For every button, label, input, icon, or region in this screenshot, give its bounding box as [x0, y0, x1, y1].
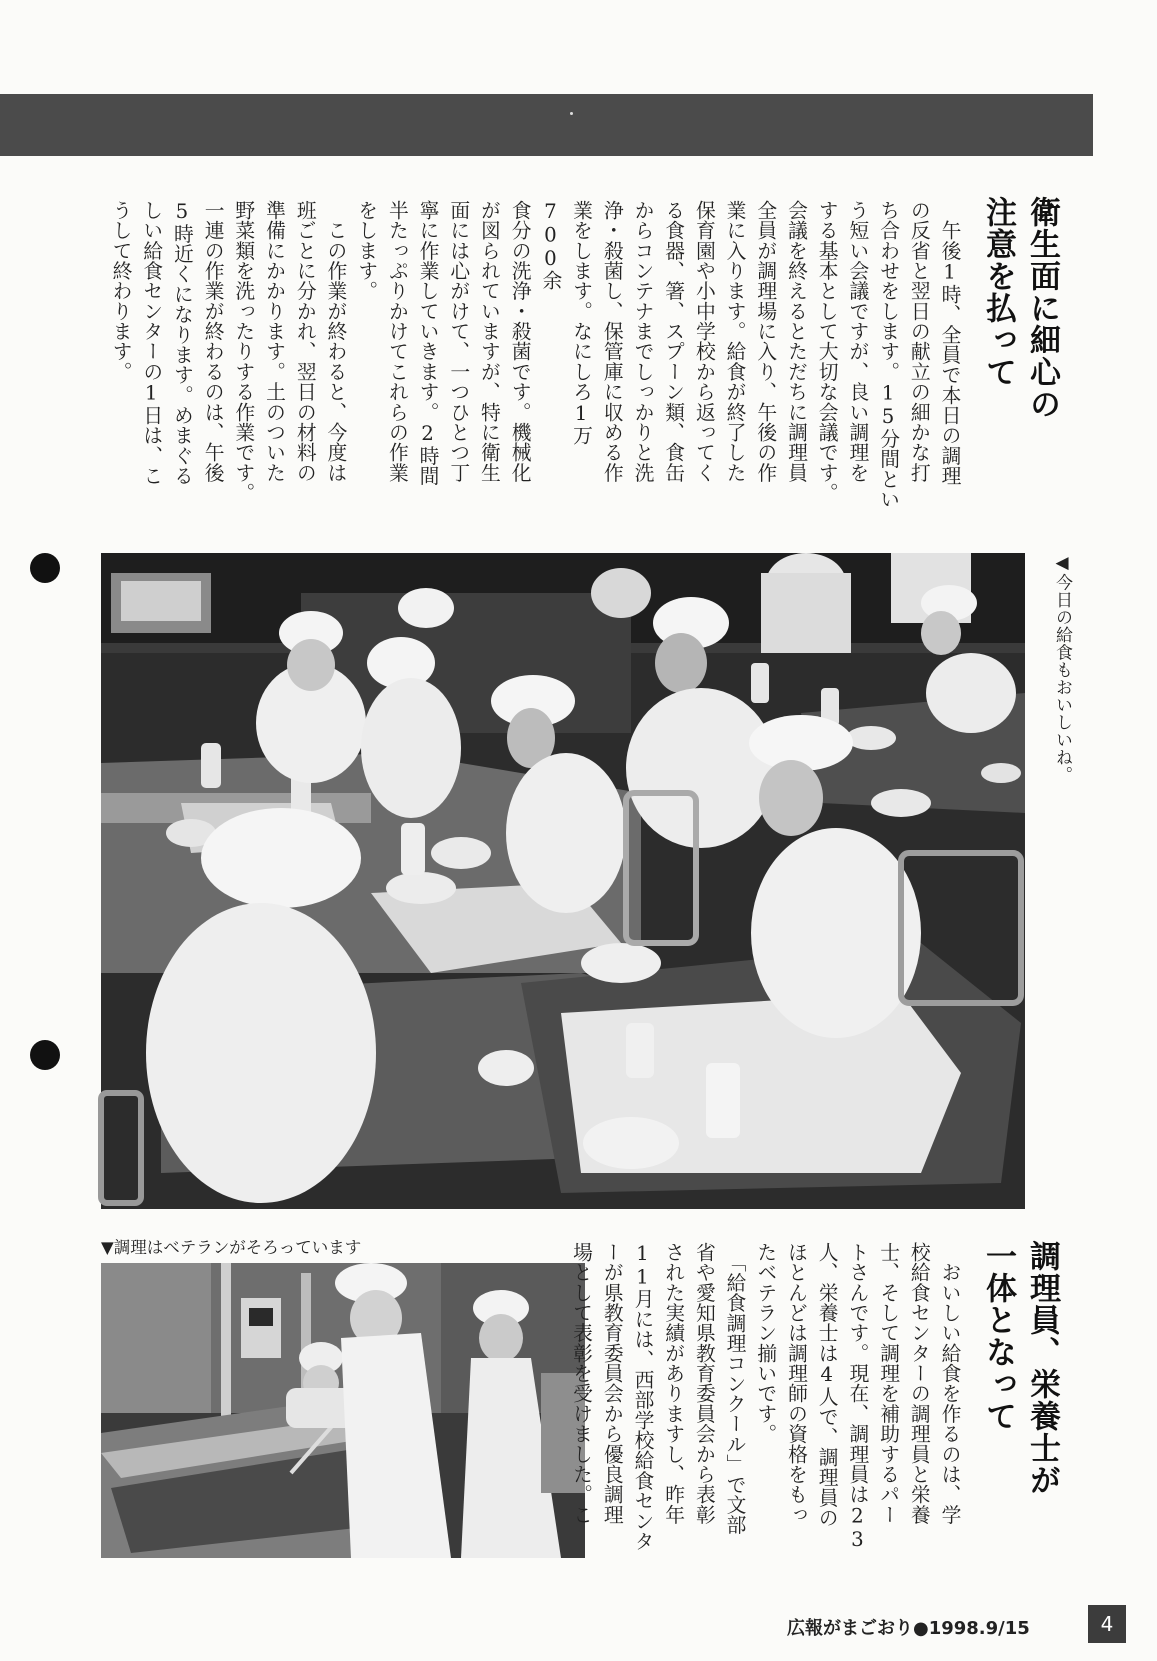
section2-heading: 調理員、栄養士が 一体となって: [980, 1240, 1060, 1496]
kitchen-photo: [101, 1263, 585, 1558]
section1-heading: 衛生面に細心の 注意を払って: [980, 196, 1060, 420]
section2-body: おいしい給食を作るのは、学 校給食センターの調理員と栄養 士、そして調理を補助するパー トさんです。現在、調理員は23 人、栄養士は4人で、調理員の ほとんどは調理師の資格をもっ たベテラン揃いです。 「給食調理コンクール」で文部 省や愛知県教育委員会から表彰 された実績がありますし、昨年 11月には、西部学校給食センタ ーが県教育委員会から優良調理 場として表彰を受けました。こ: [569, 1242, 961, 1552]
page-number: 4: [1088, 1605, 1126, 1643]
kitchen-photo-caption: ▼調理はベテランがそろっています: [101, 1238, 362, 1257]
publication-footer: 広報がまごおり●1998.9/15: [787, 1618, 1030, 1639]
header-band: [0, 94, 1093, 156]
lunch-photo: [101, 553, 1025, 1209]
binder-hole-top: [30, 553, 60, 583]
lunch-photo-caption: ◀今日の給食もおいしいね。: [1052, 553, 1072, 784]
binder-hole-bottom: [30, 1040, 60, 1070]
section1-body: 午後1時、全員で本日の調理 の反省と翌日の献立の細かな打 ち合わせをします。15分間とい う短い会議ですが、良い調理を する基本として大切な会議です。 会議を終えるとただちに調理員 全員が調理場に入り、午後の作 業に入ります。給食が終了した 保育園や小中学校から返ってく る食器、箸、スプーン類、食缶 からコンテナまでしっかりと洗 浄・殺菌し、保管庫に収める作 業をします。なにしろ1万700余 食分の洗浄・殺菌です。機械化 が図られていますが、特に衛生 面には心がけて、一つひとつ丁 寧に作業していきます。2時間 半たっぷりかけてこれらの作業 をします。 この作業が終わると、今度は 班ごとに分かれ、翌日の材料の 準備にかかります。土のついた 野菜類を洗ったりする作業です。 一連の作業が終わるのは、午後 5時近くになります。めまぐる しい給食センターの1日は、こ うして終わります。: [109, 200, 961, 510]
